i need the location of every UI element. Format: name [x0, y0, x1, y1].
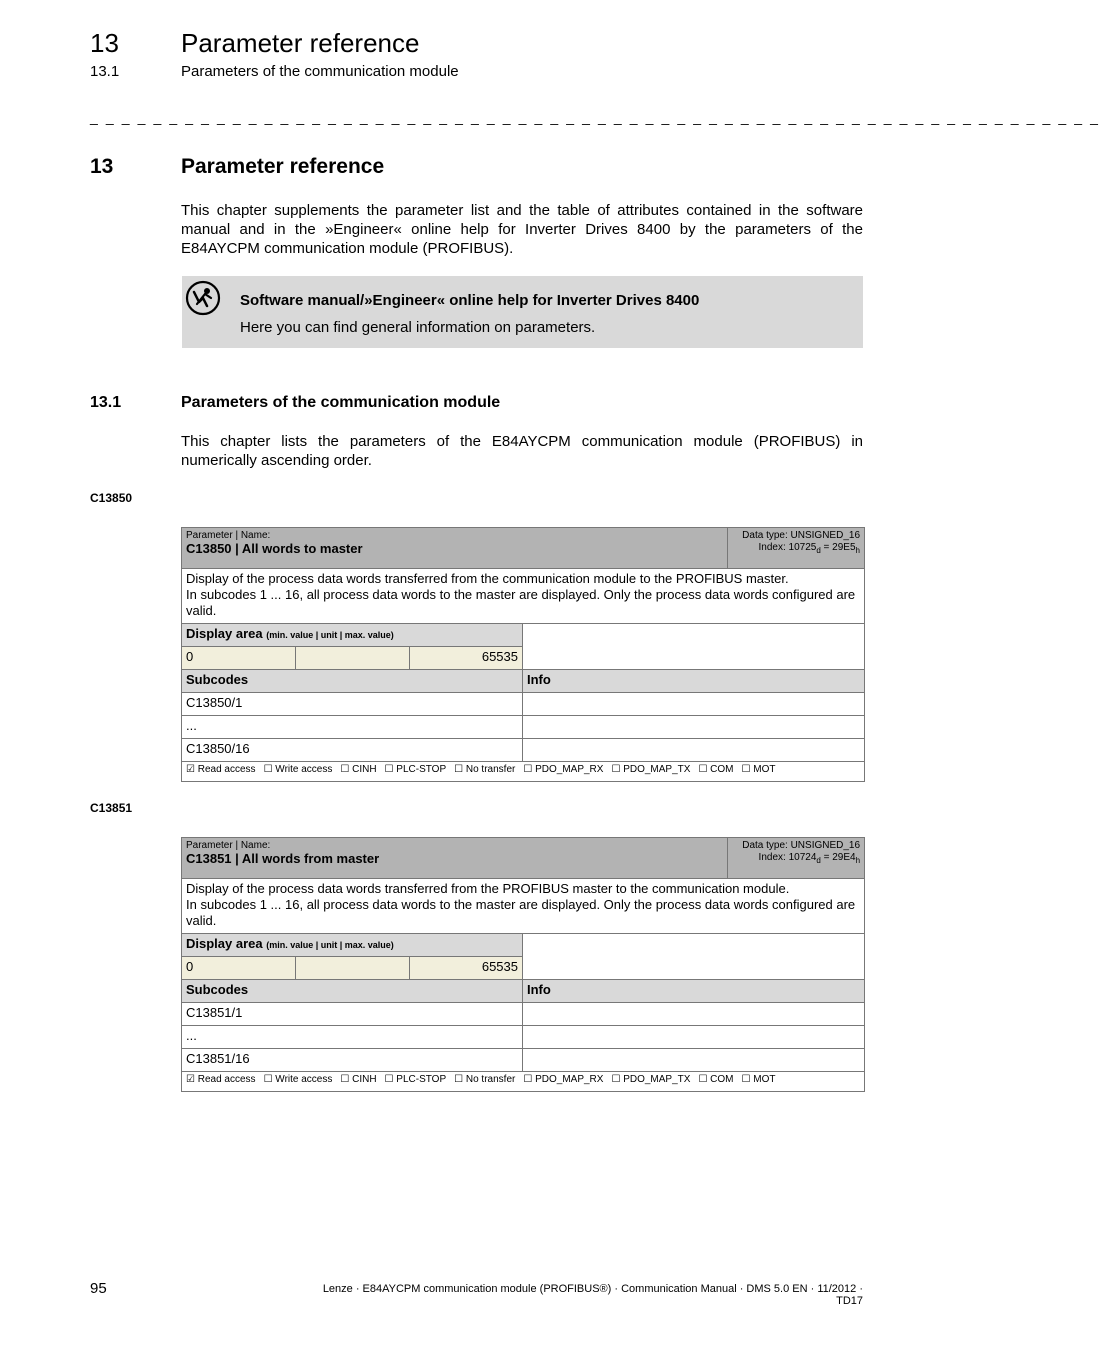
param-name: C13851 | All words from master [186, 851, 380, 866]
display-unit [296, 647, 410, 670]
header-section-number: 13.1 [90, 63, 120, 80]
subcode-row: ... [182, 716, 523, 739]
param-index: Index: $10724_d = 29E4_h$ [758, 852, 861, 865]
param-datatype: Data type: UNSIGNED_16 [742, 840, 861, 851]
subcodes-header: Subcodes [182, 980, 523, 1003]
param-code-label: C13850 [90, 491, 133, 505]
param-datatype: Data type: UNSIGNED_16 [742, 530, 860, 541]
subcode-info [523, 739, 865, 762]
flag-mot: ☐ MOT [741, 1074, 776, 1085]
header-section-title: Parameters of the communication module [181, 63, 459, 80]
flag-com: ☐ COM [698, 764, 734, 775]
parameter-table [181, 527, 865, 782]
display-max: 65535 [410, 647, 523, 670]
param-name-cell [182, 838, 728, 879]
section-paragraph: This chapter lists the parameters of the E84AYCPM communication module (PROFIBUS) in numerically ascending order. [181, 433, 863, 469]
subcode-info [523, 1049, 865, 1072]
info-header: Info [523, 980, 865, 1003]
display-area-info [523, 624, 865, 670]
flag-read-access: ☑ Read access [186, 764, 256, 775]
header-divider: _ _ _ _ _ _ _ _ _ _ _ _ _ _ _ _ _ _ _ _ _ _ _ _ _ _ _ _ _ _ _ _ _ _ _ _ _ _ _ _ _ _ _ _ _ _ _ _ _ _ _ _ _ _ _ _ _ _ _ _ _ _ _ _ [90, 109, 1100, 125]
display-min: 0 [182, 647, 296, 670]
flag-no-transfer: ☐ No transfer [454, 1074, 516, 1085]
chapter-heading: Parameter reference [181, 155, 385, 178]
flag-write-access: ☐ Write access [263, 1074, 333, 1085]
display-area-info [523, 934, 865, 980]
param-datatype-cell [728, 838, 865, 879]
param-index: Index: $10725_d = 29E5_h$ [758, 542, 860, 555]
note-box [182, 276, 863, 348]
note-title: Software manual/»Engineer« online help for Inverter Drives 8400 [240, 292, 700, 309]
flag-cinh: ☐ CINH [340, 1074, 377, 1085]
header-chapter-title: Parameter reference [181, 28, 420, 58]
display-max: 65535 [410, 957, 523, 980]
note-text: Here you can find general information on parameters. [240, 319, 596, 336]
info-header: Info [523, 670, 865, 693]
subcode-info [523, 716, 865, 739]
flag-cinh: ☐ CINH [340, 764, 377, 775]
subcodes-header: Subcodes [182, 670, 523, 693]
header-chapter-number: 13 [90, 28, 119, 58]
param-description: Display of the process data words transferred from the PROFIBUS master to the communication module. In subcodes 1 ... 16, all process data words to the master are displayed. Only the process data words configured are valid. [182, 879, 865, 934]
section-heading: Parameters of the communication module [181, 394, 501, 411]
subcode-info [523, 693, 865, 716]
flag-pdo-map-tx: ☐ PDO_MAP_TX [611, 1074, 691, 1085]
param-name-label: Parameter | Name: [186, 530, 271, 541]
intro-paragraph: This chapter supplements the parameter list and the table of attributes contained in the software manual and in the »Engineer« online help for Inverter Drives 8400 by the parameters of the E84AYCPM communication module (PROFIBUS). [181, 202, 863, 257]
subcode-info [523, 1026, 865, 1049]
display-area-header: Display area (min. value | unit | max. value) [182, 934, 523, 957]
footer-text: Lenze · E84AYCPM communication module (PROFIBUS®) · Communication Manual · DMS 5.0 EN · 11/2012 · TD17 [322, 1283, 863, 1307]
flag-read-access: ☑ Read access [186, 1074, 256, 1085]
flag-plc-stop: ☐ PLC-STOP [384, 1074, 447, 1085]
display-min: 0 [182, 957, 296, 980]
page-number: 95 [90, 1280, 107, 1297]
subcode-row: ... [182, 1026, 523, 1049]
subcode-row: C13851/1 [182, 1003, 523, 1026]
parameter-table [181, 837, 865, 1092]
manual-reader-icon [185, 280, 221, 316]
flag-com: ☐ COM [698, 1074, 734, 1085]
param-code-label: C13851 [90, 801, 133, 815]
display-area-header: Display area (min. value | unit | max. value) [182, 624, 523, 647]
flag-pdo-map-rx: ☐ PDO_MAP_RX [523, 764, 604, 775]
flag-mot: ☐ MOT [741, 764, 776, 775]
param-datatype-cell [728, 528, 865, 569]
flag-write-access: ☐ Write access [263, 764, 333, 775]
flag-pdo-map-rx: ☐ PDO_MAP_RX [523, 1074, 604, 1085]
param-name: C13850 | All words to master [186, 541, 363, 556]
subcode-row: C13851/16 [182, 1049, 523, 1072]
flag-pdo-map-tx: ☐ PDO_MAP_TX [611, 764, 691, 775]
subcode-row: C13850/1 [182, 693, 523, 716]
display-unit [296, 957, 410, 980]
access-flags [182, 1072, 865, 1092]
flag-plc-stop: ☐ PLC-STOP [384, 764, 447, 775]
chapter-number: 13 [90, 155, 114, 178]
param-description: Display of the process data words transferred from the communication module to the PROFIBUS master. In subcodes 1 ... 16, all process data words to the master are displayed. Only the process data words configured are valid. [182, 569, 865, 624]
subcode-info [523, 1003, 865, 1026]
param-name-label: Parameter | Name: [186, 840, 271, 851]
param-name-cell [182, 528, 728, 569]
section-number: 13.1 [90, 394, 122, 411]
flag-no-transfer: ☐ No transfer [454, 764, 516, 775]
subcode-row: C13850/16 [182, 739, 523, 762]
access-flags [182, 762, 865, 782]
